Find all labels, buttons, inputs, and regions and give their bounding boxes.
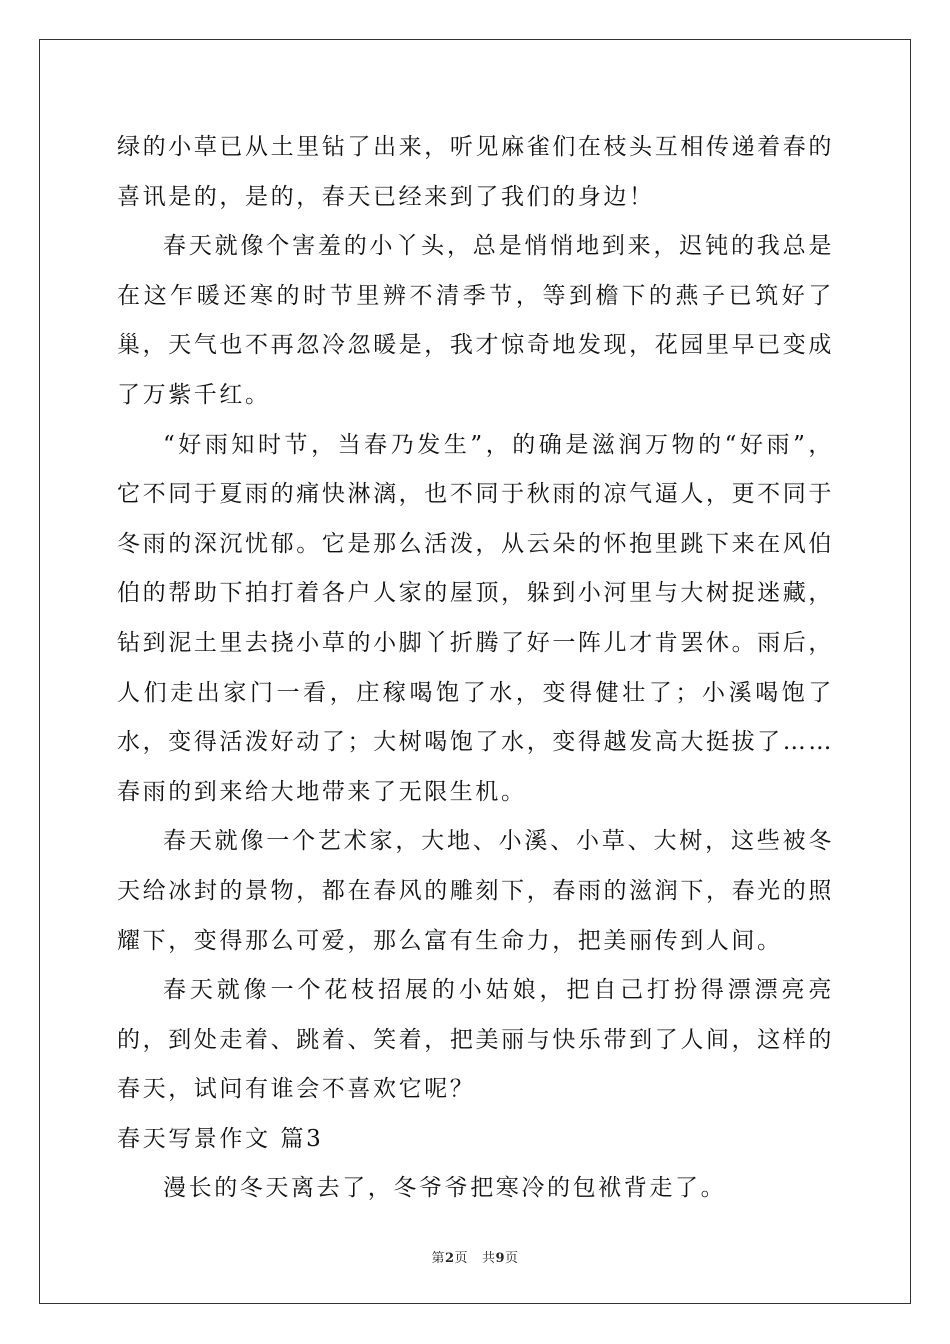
footer-total-prefix: 共 — [481, 1251, 496, 1266]
paragraph: 春天就像一个花枝招展的小姑娘，把自己打扮得漂漂亮亮的，到处走着、跳着、笑着，把美丽与快乐带到了人间，这样的春天，试问有谁会不喜欢它呢？ — [117, 977, 834, 1103]
paragraph: 漫长的冬天离去了，冬爷爷把寒冷的包袱背走了。 — [163, 1175, 727, 1202]
section-title: 春天写景作文 篇3 — [117, 1125, 324, 1152]
paragraph: 绿的小草已从土里钻了出来，听见麻雀们在枝头互相传递着春的喜讯是的，是的，春天已经来到了我们的身边！ — [117, 134, 834, 210]
page-footer — [0, 1247, 950, 1266]
document-body — [117, 123, 834, 1214]
footer-prefix: 第 — [431, 1251, 445, 1266]
current-page-number: 2 — [444, 1251, 455, 1266]
paragraph: “好雨知时节，当春乃发生”，的确是滋润万物的“好雨”，它不同于夏雨的痛快淋漓，也不同于秋雨的凉气逼人，更不同于冬雨的深沉忧郁。它是那么活泼，从云朵的怀抱里跳下来在风伯伯的帮助下拍打着各户人家的屋顶，躲到小河里与大树捉迷藏，钻到泥土里去挠小草的小脚丫折腾了好一阵儿才肯罢休。雨后，人们走出家门一看，庄稼喝饱了水，变得健壮了；小溪喝饱了水，变得活泼好动了；大树喝饱了水，变得越发高大挺拔了……春雨的到来给大地带来了无限生机。 — [117, 431, 834, 805]
footer-total-suffix: 页 — [505, 1251, 519, 1266]
footer-page-word: 页 — [454, 1251, 469, 1266]
paragraph: 春天就像个害羞的小丫头，总是悄悄地到来，迟钝的我总是在这乍暖还寒的时节里辨不清季节，等到檐下的燕子已筑好了巢，天气也不再忽冷忽暖是，我才惊奇地发现，花园里早已变成了万紫千红。 — [117, 233, 834, 408]
total-pages-number: 9 — [495, 1251, 506, 1266]
paragraph: 春天就像一个艺术家，大地、小溪、小草、大树，这些被冬天给冰封的景物，都在春风的雕刻下，春雨的滋润下，春光的照耀下，变得那么可爱，那么富有生命力，把美丽传到人间。 — [117, 828, 834, 954]
